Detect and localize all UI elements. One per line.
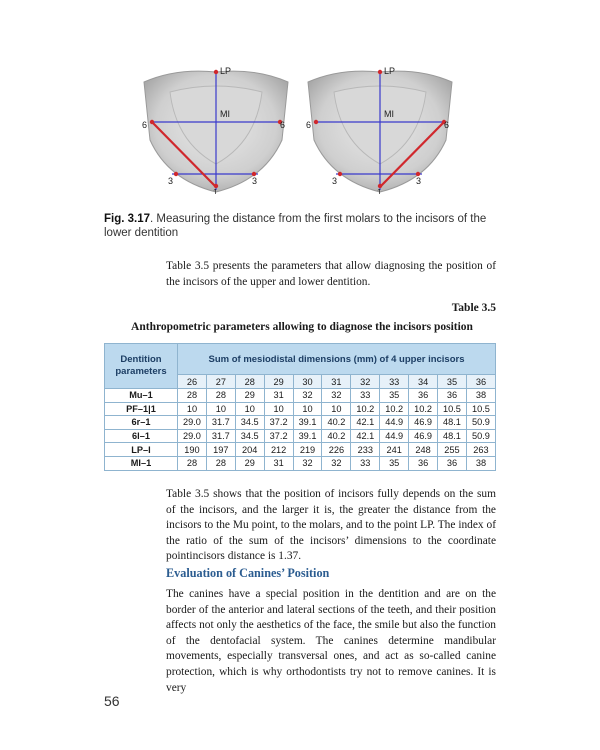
table-cell: 31 [264, 389, 293, 403]
table-cell: 36 [438, 389, 467, 403]
table-cell: 36 [438, 456, 467, 470]
table-cell: 226 [322, 443, 351, 457]
table-cell: 10.5 [466, 402, 495, 416]
table-cell: 28 [206, 389, 235, 403]
table-cell: 38 [466, 389, 495, 403]
table-cell: 42.1 [351, 429, 380, 443]
right-lp-label: LP [384, 66, 396, 76]
left-cast [144, 70, 288, 192]
table-cell: 29 [235, 389, 264, 403]
table-cell: 46.9 [409, 416, 438, 430]
table-cell: 44.9 [380, 416, 409, 430]
table-row [105, 443, 496, 457]
left-six-label-l: 6 [280, 120, 286, 130]
table-cell: 263 [466, 443, 495, 457]
sum-cell: 26 [178, 375, 207, 389]
table-cell: 33 [351, 389, 380, 403]
table-cell: 10 [322, 402, 351, 416]
table-cell: 32 [322, 456, 351, 470]
table-title: Anthropometric parameters allowing to diagnose the incisors position [131, 321, 473, 333]
table-cell: 190 [178, 443, 207, 457]
table-cell: 28 [178, 456, 207, 470]
table-cell: 32 [293, 456, 322, 470]
table-cell: 38 [466, 456, 495, 470]
table-cell: 48.1 [438, 429, 467, 443]
table-cell: 10.5 [438, 402, 467, 416]
table-cell: 10 [235, 402, 264, 416]
table-label: Table 3.5 [451, 302, 496, 314]
table-cell: 31.7 [206, 429, 235, 443]
sum-cell: 30 [293, 375, 322, 389]
parameters-table [104, 343, 496, 471]
table-row [105, 456, 496, 470]
figure-caption-number: Fig. 3.17 [104, 213, 151, 225]
table-cell: 248 [409, 443, 438, 457]
table-cell: 32 [293, 389, 322, 403]
table-cell: 40.2 [322, 429, 351, 443]
sum-cell: 27 [206, 375, 235, 389]
sum-cell: 28 [235, 375, 264, 389]
analysis-paragraph: Table 3.5 shows that the position of incisors fully depends on the sum of the incisors, and the larger it is, the greater the distance from the incisors to the Mu point, to the molars, and to the point LP. The index of the ratio of the sum of the incisors’ dimensions to the coordinate pointincisors distance is 1.37. [166, 488, 496, 563]
canines-paragraph: The canines have a special position in the dentition and are on the border of the anterior and lateral sections of the teeth, and their position affects not only the aesthetics of the face, the smile but also the function of the dentofacial system. The canines determine mandibular movements, especially transversal ones, and act as so-called canine protection, which is why orthodontists try not to remove canines. It is very [166, 588, 496, 694]
table-cell: 31.7 [206, 416, 235, 430]
table-cell: 48.1 [438, 416, 467, 430]
right-three-label-l: 3 [416, 176, 422, 186]
table-cell: 35 [380, 389, 409, 403]
row-label: 6r–1 [105, 416, 178, 430]
sum-cell: 35 [438, 375, 467, 389]
table-cell: 34.5 [235, 416, 264, 430]
table-cell: 10.2 [351, 402, 380, 416]
left-lp-label: LP [220, 66, 232, 76]
row-label: Mu–1 [105, 389, 178, 403]
intro-paragraph: Table 3.5 presents the parameters that allow diagnosing the position of the incisors of the upper and lower dentition. [166, 260, 496, 288]
section-heading: Evaluation of Canines’ Position [166, 566, 330, 580]
table-cell: 44.9 [380, 429, 409, 443]
sum-cell: 34 [409, 375, 438, 389]
page-number: 56 [104, 693, 120, 709]
table-cell: 197 [206, 443, 235, 457]
row-label: MI–1 [105, 456, 178, 470]
table-cell: 31 [264, 456, 293, 470]
left-three-label-l: 3 [252, 176, 258, 186]
table-cell: 36 [409, 456, 438, 470]
table-cell: 233 [351, 443, 380, 457]
right-mi-label: MI [384, 109, 394, 119]
table-cell: 219 [293, 443, 322, 457]
left-one-label: 1 [213, 188, 218, 194]
table-cell: 29.0 [178, 429, 207, 443]
table-cell: 35 [380, 456, 409, 470]
table-cell: 29 [235, 456, 264, 470]
sum-cell: 29 [264, 375, 293, 389]
table-cell: 10.2 [380, 402, 409, 416]
table-cell: 32 [322, 389, 351, 403]
sum-cell: 32 [351, 375, 380, 389]
table-cell: 10.2 [409, 402, 438, 416]
table-cell: 33 [351, 456, 380, 470]
table-row [105, 402, 496, 416]
left-mi-label: MI [220, 109, 230, 119]
table-row [105, 389, 496, 403]
table-cell: 37.2 [264, 416, 293, 430]
table-cell: 10 [264, 402, 293, 416]
row-header: Dentition parameters [105, 344, 178, 389]
table-cell: 36 [409, 389, 438, 403]
table-cell: 40.2 [322, 416, 351, 430]
table-cell: 204 [235, 443, 264, 457]
right-cast [308, 70, 452, 192]
figure-caption-text: . Measuring the distance from the first molars to the incisors of the lower dentition [104, 213, 487, 239]
right-six-label-l: 6 [444, 120, 450, 130]
row-label: 6l–1 [105, 429, 178, 443]
table-body [105, 389, 496, 471]
sum-cell: 31 [322, 375, 351, 389]
table-cell: 50.9 [466, 429, 495, 443]
right-six-label-r: 6 [306, 120, 312, 130]
table-cell: 50.9 [466, 416, 495, 430]
table-cell: 255 [438, 443, 467, 457]
table-cell: 10 [293, 402, 322, 416]
table-cell: 212 [264, 443, 293, 457]
table-row [105, 416, 496, 430]
table-cell: 39.1 [293, 416, 322, 430]
row-label: PF–1|1 [105, 402, 178, 416]
right-three-label-r: 3 [332, 176, 338, 186]
left-three-label-r: 3 [168, 176, 174, 186]
sum-cell: 33 [380, 375, 409, 389]
table-cell: 10 [206, 402, 235, 416]
left-six-label-r: 6 [142, 120, 148, 130]
row-label: LP–I [105, 443, 178, 457]
table-cell: 28 [206, 456, 235, 470]
dental-cast-figure [136, 62, 460, 194]
table-cell: 39.1 [293, 429, 322, 443]
table-cell: 28 [178, 389, 207, 403]
figure-caption [104, 212, 500, 240]
table-cell: 29.0 [178, 416, 207, 430]
table-cell: 37.2 [264, 429, 293, 443]
right-one-label: 1 [377, 188, 382, 194]
table-cell: 34.5 [235, 429, 264, 443]
table-cell: 46.9 [409, 429, 438, 443]
table-cell: 241 [380, 443, 409, 457]
sum-cell: 36 [466, 375, 495, 389]
table-cell: 42.1 [351, 416, 380, 430]
table-cell: 10 [178, 402, 207, 416]
column-header: Sum of mesiodistal dimensions (mm) of 4 upper incisors [178, 344, 496, 375]
table-row [105, 429, 496, 443]
